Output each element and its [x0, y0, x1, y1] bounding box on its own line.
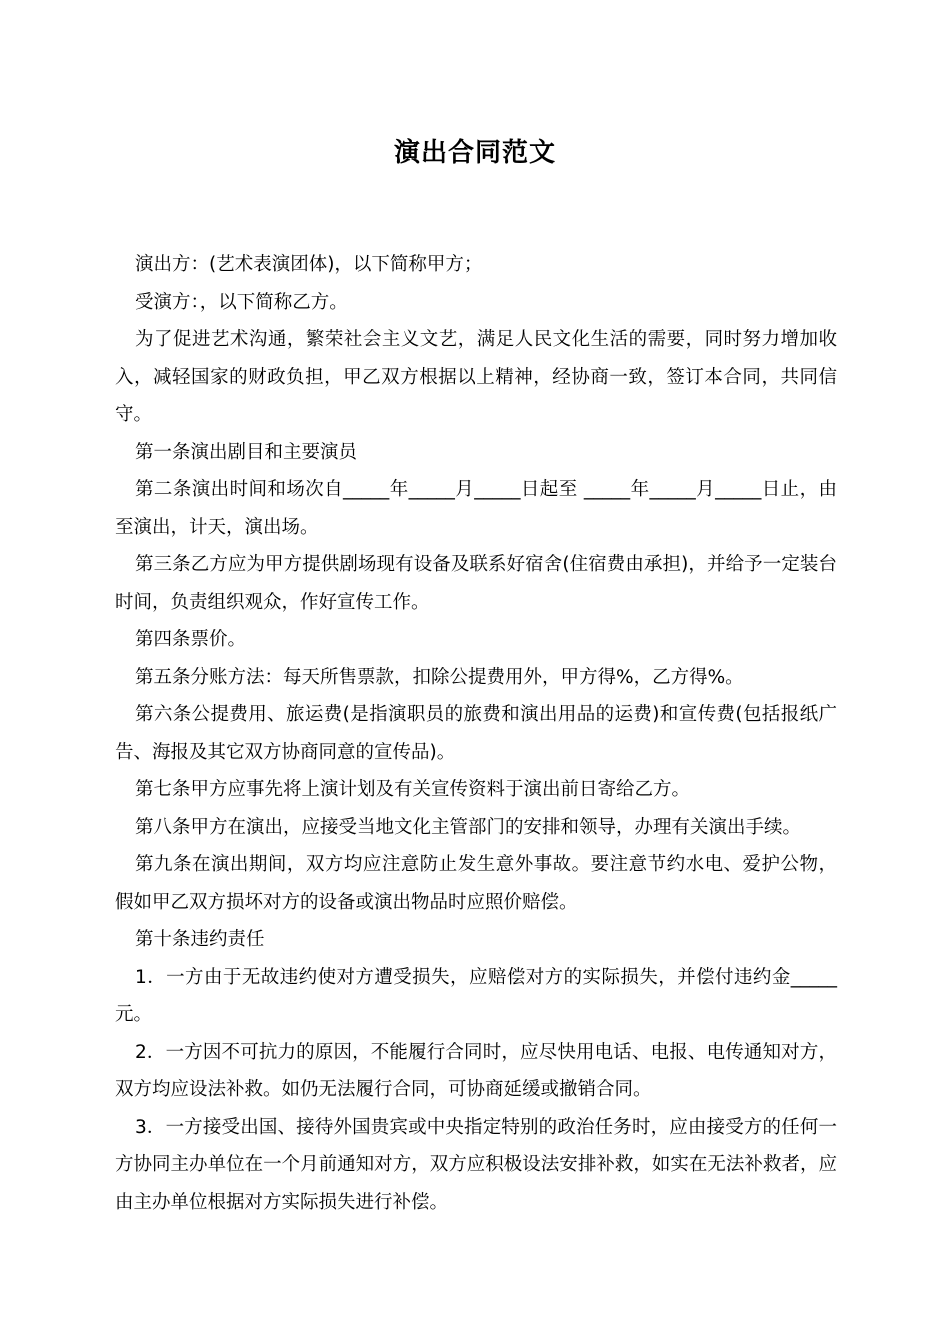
paragraph-article-3: 第三条乙方应为甲方提供剧场现有设备及联系好宿舍(住宿费由承担)，并给予一定装台时间，负责组织观众，作好宣传工作。 — [115, 554, 837, 613]
paragraph-article-2: 第二条演出时间和场次自_____年_____月_____日起至 _____年_____月_____日止，由至演出，计天，演出场。 — [115, 479, 837, 538]
paragraph-article-9: 第九条在演出期间，双方均应注意防止发生意外事故。要注意节约水电、爱护公物，假如甲乙双方损坏对方的设备或演出物品时应照价赔偿。 — [115, 854, 837, 913]
paragraph-clause-2: 2．一方因不可抗力的原因，不能履行合同时，应尽快用电话、电报、电传通知对方，双方均应设法补救。如仍无法履行合同，可协商延缓或撤销合同。 — [115, 1041, 837, 1100]
document-title: 演出合同范文 — [393, 138, 556, 168]
paragraph-preamble: 为了促进艺术沟通，繁荣社会主义文艺，满足人民文化生活的需要，同时努力增加收入，减轻国家的财政负担，甲乙双方根据以上精神，经协商一致，签订本合同，共同信守。 — [115, 329, 837, 425]
paragraph-performer: 演出方：(艺术表演团体)，以下简称甲方； — [135, 254, 483, 275]
paragraph-article-1: 第一条演出剧目和主要演员 — [135, 441, 358, 463]
paragraph-host: 受演方：，以下简称乙方。 — [135, 291, 348, 313]
paragraph-article-8: 第八条甲方在演出，应接受当地文化主管部门的安排和领导，办理有关演出手续。 — [135, 816, 802, 838]
paragraph-article-6: 第六条公提费用、旅运费(是指演职员的旅费和演出用品的运费)和宣传费(包括报纸广告、海报及其它双方协商同意的宣传品)。 — [115, 704, 837, 763]
document-body — [115, 246, 837, 1221]
paragraph-clause-3: 3．一方接受出国、接待外国贵宾或中央指定特别的政治任务时，应由接受方的任何一方协同主办单位在一个月前通知对方，双方应积极设法安排补救，如实在无法补救者，应由主办单位根据对方实际损失进行补偿。 — [115, 1116, 837, 1213]
paragraph-article-10: 第十条违约责任 — [135, 929, 265, 950]
paragraph-article-7: 第七条甲方应事先将上演计划及有关宣传资料于演出前日寄给乙方。 — [135, 779, 691, 800]
paragraph-article-5: 第五条分账方法：每天所售票款，扣除公提费用外，甲方得%，乙方得%。 — [135, 666, 744, 688]
paragraph-clause-1: 1．一方由于无故违约使对方遭受损失，应赔偿对方的实际损失，并偿付违约金_____元。 — [115, 966, 837, 1025]
paragraph-article-4: 第四条票价。 — [135, 629, 247, 650]
